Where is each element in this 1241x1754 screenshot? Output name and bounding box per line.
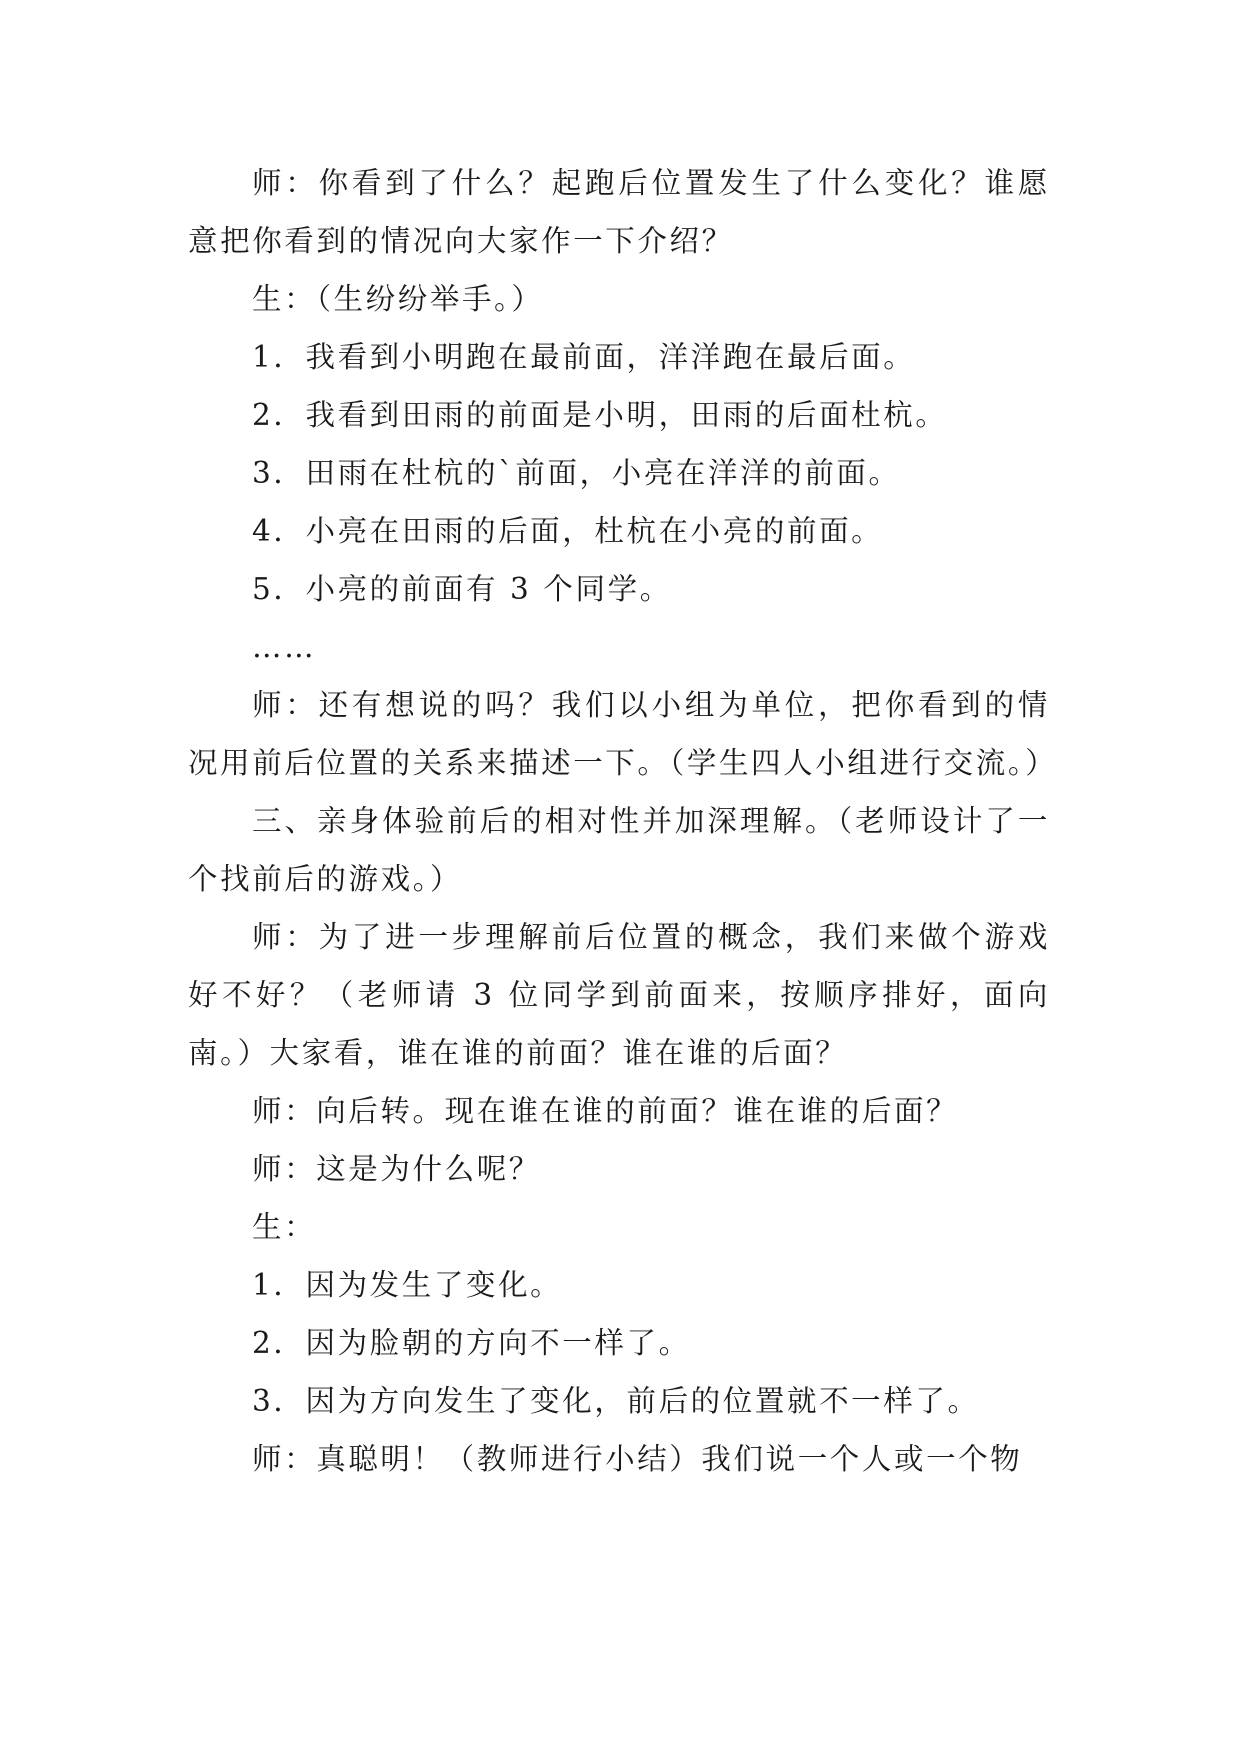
paragraph-teacher-summary: 师：真聪明！（教师进行小结）我们说一个人或一个物 [252, 1442, 1023, 1476]
paragraph-turn-around: 师：向后转。现在谁在谁的前面？谁在谁的后面？ [252, 1094, 959, 1128]
paragraph-answer-2: 2．我看到田雨的前面是小明，田雨的后面杜杭。 [252, 398, 948, 432]
paragraph-answer-3: 3．田雨在杜杭的`前面，小亮在洋洋的前面。 [252, 456, 901, 490]
paragraph-student-label: 生： [252, 1210, 317, 1244]
paragraph-answer-1: 1．我看到小明跑在最前面，洋洋跑在最后面。 [252, 340, 916, 374]
paragraph-group-discussion: 师：还有想说的吗？我们以小组为单位，把你看到的情况用前后位置的关系来描述一下。（学生四人小组进行交流。） [188, 688, 1058, 780]
paragraph-game-intro: 师：为了进一步理解前后位置的概念，我们来做个游戏好不好？（老师请 3 位同学到前面来，按顺序排好，面向南。）大家看，谁在谁的前面？谁在谁的后面？ [188, 920, 1050, 1070]
paragraph-teacher-question: 师：你看到了什么？起跑后位置发生了什么变化？谁愿意把你看到的情况向大家作一下介绍？ [188, 166, 1050, 258]
paragraph-reason-2: 2．因为脸朝的方向不一样了。 [252, 1326, 691, 1360]
paragraph-reason-3: 3．因为方向发生了变化，前后的位置就不一样了。 [252, 1384, 980, 1418]
paragraph-why-question: 师：这是为什么呢？ [252, 1152, 541, 1186]
paragraph-ellipsis: …… [252, 630, 317, 664]
paragraph-answer-5: 5．小亮的前面有 3 个同学。 [252, 572, 672, 606]
paragraph-students-raise-hands: 生：（生纷纷举手。） [252, 282, 544, 316]
paragraph-reason-1: 1．因为发生了变化。 [252, 1268, 563, 1302]
paragraph-section-three: 三、亲身体验前后的相对性并加深理解。（老师设计了一个找前后的游戏。） [188, 804, 1050, 896]
paragraph-answer-4: 4．小亮在田雨的后面，杜杭在小亮的前面。 [252, 514, 884, 548]
document-body [188, 154, 1058, 1488]
